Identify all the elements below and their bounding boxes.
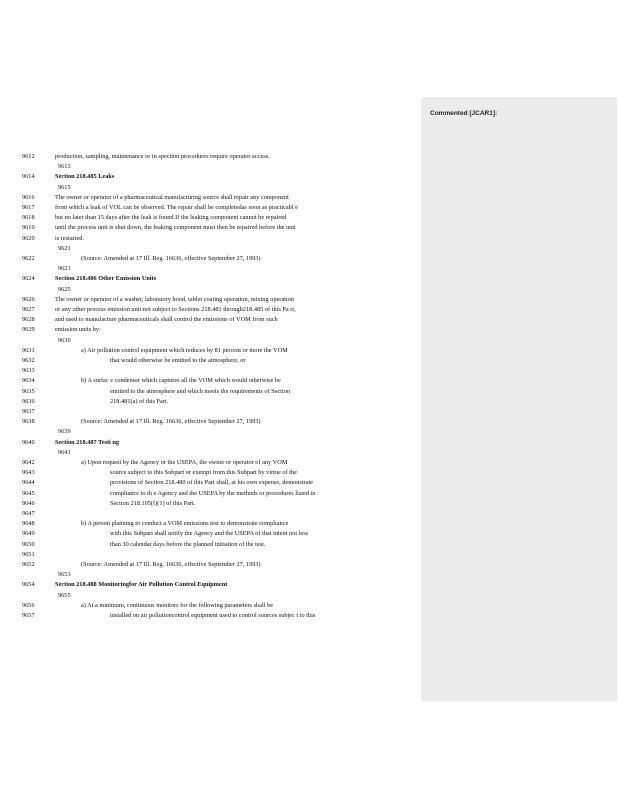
document-line <box>0 162 420 171</box>
line-text: 9615 <box>58 183 71 191</box>
document-line <box>0 356 420 365</box>
document-line <box>0 580 420 589</box>
line-text: (Source: Amended at 17 Ill. Reg. 16636, effective September 27, 1993) <box>81 255 261 262</box>
line-number: 9619 <box>22 224 35 232</box>
document-line <box>0 172 420 181</box>
line-text: or any other process emission unit not subject to Sections 218.481 through218.485 of this Pa rt, <box>55 306 296 313</box>
line-text: from which a leak of VOL can be observed. The repair shall be completedas soon as practicabl e <box>55 204 298 211</box>
line-number: 9626 <box>22 295 35 303</box>
line-text: a) Air pollution control equipment which reduces by 81 percent or more the VOM <box>81 346 288 354</box>
document-line <box>0 285 420 294</box>
line-text: provisions of Section 218.480 of this Part shall, at his own expense, demonstrate <box>110 479 314 487</box>
document-line <box>0 448 420 457</box>
line-number: 9612 <box>22 153 35 160</box>
document-line <box>0 509 420 518</box>
line-text: The owner or operator of a pharmaceutical manufacturing source shall repair any component <box>55 193 289 201</box>
document-line <box>0 274 420 283</box>
document-line <box>0 591 420 600</box>
document-line <box>0 203 420 212</box>
document-line <box>0 478 420 487</box>
line-text: b) A person planning to conduct a VOM emissions test to demonstrate compliance <box>81 520 289 528</box>
line-number: 9634 <box>22 377 35 385</box>
line-number: 9656 <box>22 601 35 609</box>
document-line <box>0 570 420 579</box>
line-text: is restarted. <box>55 234 85 242</box>
document-line <box>0 223 420 232</box>
line-number: 9637 <box>22 408 35 415</box>
document-line <box>0 152 420 161</box>
line-number: 9620 <box>22 234 35 242</box>
document-line <box>0 407 420 416</box>
document-line <box>0 244 420 253</box>
document-line <box>0 560 420 569</box>
line-text: 9625 <box>58 285 71 293</box>
line-text: b) A surfac e condenser which captures all the VOM which would otherwise be <box>81 377 281 385</box>
line-text: The owner or operator of a washer, laboratory hood, tablet coating operation, mixing operation <box>55 295 294 303</box>
document-line <box>0 346 420 355</box>
line-number: 9640 <box>22 438 35 446</box>
line-number: 9638 <box>22 418 35 426</box>
line-number: 9643 <box>22 469 35 477</box>
document-line <box>0 336 420 345</box>
document-line <box>0 183 420 192</box>
document-line <box>0 234 420 243</box>
section-heading: Section 218.488 Monitoringfor Air Pollution Control Equipment <box>55 581 228 589</box>
document-line <box>0 438 420 447</box>
line-number: 9647 <box>22 510 35 517</box>
line-number: 9652 <box>22 561 35 568</box>
line-text: but no later than 15 days after the leak is found.If the leaking component cannot be repaired <box>55 214 287 222</box>
document-line <box>0 264 420 273</box>
line-text: 9655 <box>58 591 71 599</box>
line-text: emission units by: <box>55 326 101 334</box>
line-text: and used to manufacture pharmaceuticals shall control the emissions of VOM from such <box>55 316 278 324</box>
line-text: 9621 <box>58 244 71 252</box>
line-text: 218.481(a) of this Part. <box>110 397 169 405</box>
line-number: 9627 <box>22 306 35 313</box>
line-text: 9639 <box>58 428 71 436</box>
line-text: installed on air pollutioncontrol equipment used to control sources subjec t to this <box>110 612 316 619</box>
document-line <box>0 601 420 610</box>
line-text: production, sampling, maintenance or in spection procedures require operator access. <box>55 153 270 160</box>
document-line <box>0 295 420 304</box>
line-text: source subject to this Subpart or exempt from this Subpart by virtue of the <box>110 469 297 477</box>
document-line <box>0 193 420 202</box>
line-number: 9614 <box>22 173 35 181</box>
line-number: 9616 <box>22 193 35 201</box>
document-line <box>0 519 420 528</box>
section-heading: Section 218.487 Testi ng <box>55 438 120 446</box>
line-number: 9633 <box>22 367 35 375</box>
document-line <box>0 611 420 620</box>
document-line <box>0 376 420 385</box>
document-line <box>0 213 420 222</box>
document-line <box>0 458 420 467</box>
line-number: 9617 <box>22 204 35 211</box>
line-number: 9650 <box>22 540 35 548</box>
line-number: 9622 <box>22 255 35 262</box>
line-text: Section 218.105(f)(1) of this Part. <box>110 499 196 507</box>
line-text: (Source: Amended at 17 Ill. Reg. 16636, effective September 27, 1993) <box>81 561 261 568</box>
line-text: until the process unit is shut down, the leaking component must then be repaired before the unit <box>55 224 296 232</box>
document-line <box>0 427 420 436</box>
comment-label: Commented [JCAR1]: <box>430 110 498 117</box>
line-number: 9631 <box>22 346 35 354</box>
line-text: 9613 <box>58 163 71 171</box>
line-number: 9645 <box>22 489 35 497</box>
line-number: 9618 <box>22 214 35 222</box>
document-line <box>0 529 420 538</box>
line-number: 9635 <box>22 387 35 395</box>
document-line <box>0 550 420 559</box>
document-line <box>0 325 420 334</box>
line-text: a) Upon request by the Agency or the USEPA, the owner or operator of any VOM <box>81 459 288 466</box>
line-text: with this Subpart shall notify the Agency and the USEPA of that intent not less <box>110 530 309 538</box>
document-line <box>0 417 420 426</box>
line-text: (Source: Amended at 17 Ill. Reg. 16636, effective September 27, 1993) <box>81 418 261 426</box>
line-text: that would otherwise be emitted to the atmosphere, or <box>110 357 246 364</box>
document-line <box>0 254 420 263</box>
line-number: 9632 <box>22 357 35 364</box>
line-number: 9628 <box>22 316 35 324</box>
line-text: compliance to th e Agency and the USEPA by the methods or procedures listed in <box>110 489 316 497</box>
document-line <box>0 366 420 375</box>
line-text: 9641 <box>58 448 71 456</box>
line-number: 9654 <box>22 581 35 589</box>
document-line <box>0 468 420 477</box>
document-line <box>0 499 420 508</box>
line-number: 9624 <box>22 275 35 283</box>
line-text: 9653 <box>58 571 71 579</box>
document-line <box>0 387 420 396</box>
line-number: 9649 <box>22 530 35 538</box>
section-heading: Section 218.486 Other Emission Units <box>55 275 157 283</box>
line-text: than 30 calendar days before the planned initiation of the test. <box>110 540 266 548</box>
document-line <box>0 540 420 549</box>
line-number: 9636 <box>22 397 35 405</box>
line-number: 9657 <box>22 612 35 619</box>
line-number: 9651 <box>22 550 35 558</box>
document-line <box>0 315 420 324</box>
section-heading: Section 218.485 Leaks <box>55 173 115 181</box>
document-line <box>0 489 420 498</box>
line-text: a) At a minimum, continuous monitors for the following parameters shall be <box>81 601 274 609</box>
document-line <box>0 397 420 406</box>
document-line <box>0 305 420 314</box>
line-number: 9644 <box>22 479 35 487</box>
line-number: 9642 <box>22 459 35 466</box>
line-text: 9623 <box>58 265 71 273</box>
line-number: 9646 <box>22 499 35 507</box>
line-text: emitted to the atmosphere and which meets the requirements of Section <box>110 387 291 395</box>
line-text: 9630 <box>58 336 71 344</box>
line-number: 9629 <box>22 326 35 334</box>
line-number: 9648 <box>22 520 35 528</box>
comment-pane <box>421 97 617 701</box>
